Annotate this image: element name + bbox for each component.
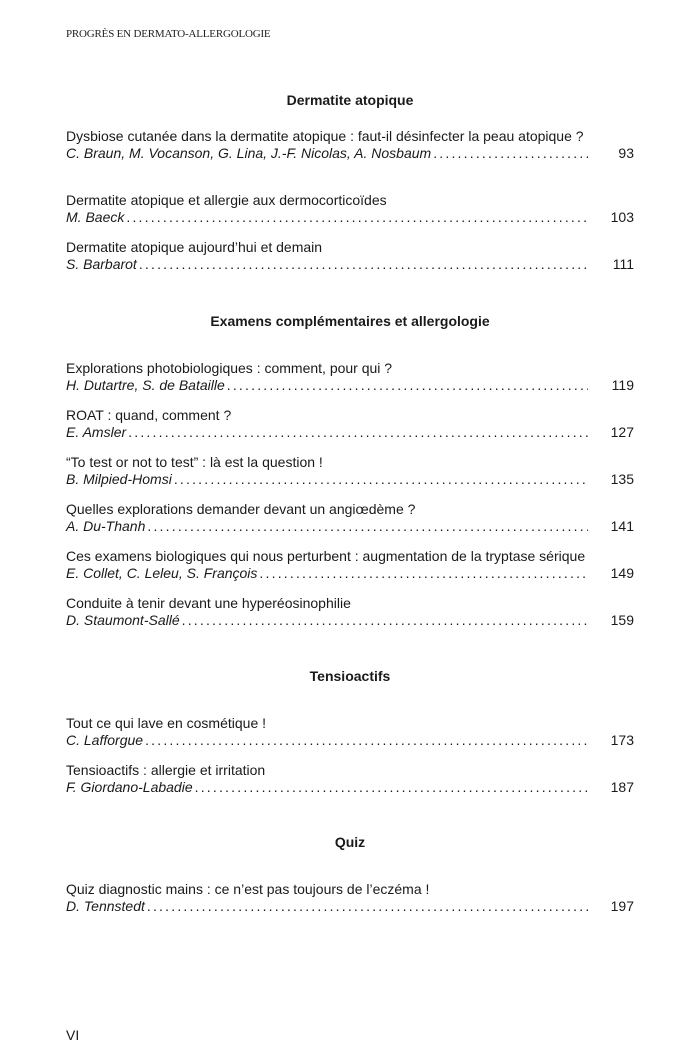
entry-page-number: 135 [610,471,634,487]
entry-authors: D. Tennstedt [66,898,145,914]
author-line [66,209,634,226]
entry-title: Dermatite atopique et allergie aux dermocorticoïdes [66,192,387,208]
section-title: Quiz [334,834,366,850]
leader-dots [147,898,588,915]
entry-title: Explorations photobiologiques : comment, pour qui ? [66,360,393,376]
toc-entry [66,881,634,915]
entry-authors: D. Staumont-Sallé [66,612,180,628]
entry-authors: A. Du-Thanh [66,518,146,534]
entry-authors: E. Amsler [66,424,127,440]
author-line [66,898,634,915]
leader-dots [259,565,588,582]
toc-entry [66,128,634,162]
toc-entry [66,360,634,394]
author-line [66,612,634,629]
leader-dots [145,732,588,749]
author-line [66,471,634,488]
entry-title: Dermatite atopique aujourd’hui et demain [66,239,323,255]
author-line [66,518,634,535]
leader-dots [147,518,588,535]
leader-dots [139,256,588,273]
entry-page-number: 159 [610,612,634,628]
author-line [66,779,634,796]
leader-dots [227,377,588,394]
toc-entry [66,715,634,749]
entry-authors: B. Milpied-Homsi [66,471,172,487]
author-line [66,424,634,441]
entry-title: Ces examens biologiques qui nous perturbent : augmentation de la tryptase sérique [66,548,586,564]
entry-page-number: 103 [610,209,634,225]
toc-entry [66,548,634,582]
author-line [66,377,634,394]
entry-title: Tout ce qui lave en cosmétique ! [66,715,267,731]
section-title: Tensioactifs [309,668,391,684]
entry-page-number: 149 [610,565,634,581]
section-title: Examens complémentaires et allergologie [210,313,490,329]
entry-page-number: 141 [610,518,634,534]
leader-dots [433,145,588,162]
entry-authors: S. Barbarot [66,256,137,272]
entry-page-number: 173 [610,732,634,748]
toc-entry [66,407,634,441]
leader-dots [128,424,588,441]
entry-authors: M. Baeck [66,209,125,225]
entry-authors: H. Dutartre, S. de Bataille [66,377,225,393]
entry-page-number: 93 [618,145,634,161]
leader-dots [195,779,588,796]
entry-page-number: 127 [610,424,634,440]
entry-title: Conduite à tenir devant une hyperéosinophilie [66,595,351,611]
entry-authors: C. Braun, M. Vocanson, G. Lina, J.-F. Nicolas, A. Nosbaum [66,145,432,161]
entry-page-number: 111 [612,256,634,272]
entry-title: Tensioactifs : allergie et irritation [66,762,266,778]
author-line [66,732,634,749]
entry-page-number: 119 [611,377,634,393]
toc-entry [66,762,634,796]
entry-authors: F. Giordano-Labadie [66,779,193,795]
author-line [66,565,634,582]
running-head: PROGRÈS EN DERMATO-ALLERGOLOGIE [66,28,271,40]
author-line [66,256,634,273]
entry-title: ROAT : quand, comment ? [66,407,232,423]
entry-title: “To test or not to test” : là est la question ! [66,454,323,470]
entry-page-number: 197 [610,898,634,914]
toc-entry [66,595,634,629]
author-line [66,145,634,162]
entry-page-number: 187 [610,779,634,795]
toc-entry [66,192,634,226]
toc-entry [66,501,634,535]
leader-dots [174,471,588,488]
toc-entry [66,454,634,488]
toc-entry [66,239,634,273]
leader-dots [182,612,588,629]
page-folio: VI [66,1027,80,1043]
entry-title: Quelles explorations demander devant un angiœdème ? [66,501,416,517]
entry-authors: C. Lafforgue [66,732,144,748]
leader-dots [126,209,588,226]
entry-title: Quiz diagnostic mains : ce n’est pas toujours de l’eczéma ! [66,881,430,897]
entry-title: Dysbiose cutanée dans la dermatite atopique : faut-il désinfecter la peau atopique ? [66,128,584,144]
section-title: Dermatite atopique [286,92,414,108]
entry-authors: E. Collet, C. Leleu, S. François [66,565,258,581]
